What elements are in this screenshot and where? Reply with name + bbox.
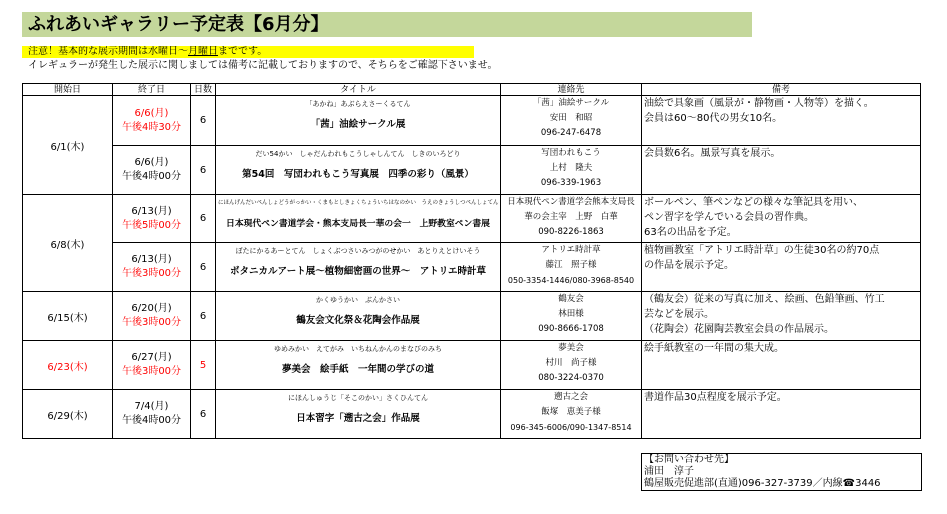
end-date: 6/6(月) bbox=[134, 157, 169, 168]
schedule-row bbox=[23, 390, 921, 439]
schedule-row bbox=[23, 195, 921, 243]
contact-person: 林田様 bbox=[558, 309, 584, 319]
contact-person: 上村 隆夫 bbox=[549, 163, 593, 173]
end-date-cell bbox=[113, 341, 191, 390]
contact-phone: 050-3354-1446/080-3968-8540 bbox=[507, 276, 635, 285]
note-line: の作品を展示予定。 bbox=[644, 260, 734, 271]
note-line: 63名の出品を予定。 bbox=[644, 227, 737, 238]
end-date: 7/4(月) bbox=[134, 401, 169, 412]
days-cell: 6 bbox=[191, 243, 216, 292]
notes-cell bbox=[642, 195, 921, 243]
inquiry-box bbox=[641, 453, 922, 491]
title-reading: だい54かい しゃだんわれもこうしゃしんてん しきのいろどり bbox=[255, 150, 461, 158]
title-reading: 「あかね」あぶらえさーくるてん bbox=[305, 100, 411, 108]
notice-line2: イレギュラーが発生した展示に関しましては備考に記載しておりますので、そちらをご確認下さいませ。 bbox=[28, 60, 498, 71]
contact-cell bbox=[501, 195, 642, 243]
end-date-cell bbox=[113, 195, 191, 243]
title-cell bbox=[216, 390, 501, 439]
schedule-row bbox=[23, 146, 921, 195]
notes-cell bbox=[642, 341, 921, 390]
exhibition-title: 日本現代ペン書道学会・熊本支局長一華の会一 上野教室ペン書展 bbox=[226, 219, 490, 229]
contact-organization: 鶴友会 bbox=[558, 294, 584, 304]
end-time: 午後3時00分 bbox=[121, 366, 182, 377]
schedule-row bbox=[23, 341, 921, 390]
start-date-cell: 6/8(木) bbox=[23, 195, 113, 292]
exhibition-title: 夢美会 絵手紙 一年間の学びの道 bbox=[281, 364, 434, 375]
note-line: ペン習字を学んでいる会員の習作典。 bbox=[644, 212, 814, 223]
contact-phone: 096-339-1963 bbox=[540, 178, 602, 188]
header-contact: 連絡先 bbox=[501, 84, 642, 96]
header-end-date: 終了日 bbox=[113, 84, 191, 96]
inquiry-person: 浦田 淳子 bbox=[644, 466, 694, 477]
title-cell bbox=[216, 341, 501, 390]
end-date: 6/6(月) bbox=[134, 107, 169, 119]
note-line: （花陶会）花園陶芸教室会員の作品展示。 bbox=[644, 324, 834, 335]
days-cell: 6 bbox=[191, 292, 216, 341]
title-cell bbox=[216, 195, 501, 243]
contact-organization: 「茜」油絵サークル bbox=[532, 98, 610, 108]
title-reading: にほんしゅうじ「そこのかい」さくひんてん bbox=[288, 394, 428, 402]
note-line: 油絵で具象画（風景が・静物画・人物等）を描く。 bbox=[644, 98, 874, 109]
end-time: 午後3時00分 bbox=[121, 317, 182, 328]
contact-cell bbox=[501, 243, 642, 292]
notes-cell bbox=[642, 243, 921, 292]
days-cell: 6 bbox=[191, 146, 216, 195]
end-time: 午後4時00分 bbox=[121, 415, 182, 426]
notice-highlight bbox=[22, 46, 474, 58]
contact-organization: 日本現代ペン書道学会熊本支局長 bbox=[507, 197, 635, 207]
contact-person: 村川 尚子様 bbox=[545, 358, 597, 368]
notes-cell bbox=[642, 96, 921, 146]
end-date-cell bbox=[113, 96, 191, 146]
title-cell bbox=[216, 146, 501, 195]
days-cell: 6 bbox=[191, 195, 216, 243]
contact-phone: 096-247-6478 bbox=[540, 128, 602, 138]
contact-person: 飯塚 恵美子様 bbox=[541, 407, 601, 417]
contact-phone: 090-8226-1863 bbox=[538, 227, 604, 237]
title-cell bbox=[216, 96, 501, 146]
end-time: 午後5時00分 bbox=[121, 219, 182, 231]
exhibition-title: 「茜」油絵サークル展 bbox=[310, 119, 406, 130]
end-time: 午後4時00分 bbox=[121, 171, 182, 182]
exhibition-title: 鶴友会文化祭＆花陶会作品展 bbox=[296, 315, 420, 326]
days-cell: 6 bbox=[191, 390, 216, 439]
contact-person: 安田 和昭 bbox=[549, 113, 593, 123]
title-reading: ゆめみかい えてがみ いちねんかんのまなびのみち bbox=[274, 345, 442, 353]
notice-text-underlined: 月曜日 bbox=[188, 46, 218, 57]
end-date: 6/20(月) bbox=[131, 303, 172, 314]
note-line: 会員数6名。風景写真を展示。 bbox=[644, 148, 781, 159]
start-date-cell: 6/15(木) bbox=[23, 292, 113, 341]
header-row bbox=[23, 84, 921, 96]
start-date-cell: 6/1(木) bbox=[23, 96, 113, 195]
title-reading: ぼたにかるあーとてん しょくぶつさいみつがのせかい あとりえとけいそう bbox=[235, 247, 481, 255]
contact-phone: 080-3224-0370 bbox=[538, 373, 604, 383]
notes-cell bbox=[642, 292, 921, 341]
schedule-row bbox=[23, 292, 921, 341]
contact-cell bbox=[501, 292, 642, 341]
inquiry-heading: 【お問い合わせ先】 bbox=[644, 454, 734, 465]
days-cell: 5 bbox=[191, 341, 216, 390]
header-start-date: 開始日 bbox=[23, 84, 113, 96]
contact-organization: 遡古之会 bbox=[553, 392, 588, 402]
note-line: （鶴友会）従来の写真に加え、絵画、色鉛筆画、竹工 bbox=[644, 294, 885, 305]
schedule-row bbox=[23, 243, 921, 292]
end-date-cell bbox=[113, 146, 191, 195]
note-line: ボールペン、筆ペンなどの様々な筆記具を用い、 bbox=[644, 197, 863, 208]
end-date-cell bbox=[113, 292, 191, 341]
contact-organization: アトリエ時計草 bbox=[541, 245, 601, 255]
end-date-cell bbox=[113, 390, 191, 439]
start-date-cell: 6/23(木) bbox=[23, 341, 113, 390]
note-line: 書道作品30点程度を展示予定。 bbox=[644, 392, 787, 403]
title-cell bbox=[216, 243, 501, 292]
end-date: 6/27(月) bbox=[131, 352, 172, 363]
contact-person: 藤江 照子様 bbox=[545, 260, 597, 270]
start-date-cell: 6/29(木) bbox=[23, 390, 113, 439]
end-date: 6/13(月) bbox=[131, 254, 172, 265]
page-title: ふれあいギャラリー予定表【6月分】 bbox=[22, 12, 752, 37]
exhibition-title: ボタニカルアート展～植物細密画の世界～ アトリエ時計草 bbox=[229, 266, 487, 277]
header-days: 日数 bbox=[191, 84, 216, 96]
contact-cell bbox=[501, 390, 642, 439]
header-title: タイトル bbox=[216, 84, 501, 96]
contact-person: 華の会主宰 上野 白華 bbox=[524, 212, 618, 222]
contact-cell bbox=[501, 146, 642, 195]
note-line: 絵手紙教室の一年間の集大成。 bbox=[644, 343, 784, 354]
end-time: 午後3時00分 bbox=[121, 268, 182, 279]
contact-organization: 夢美会 bbox=[558, 343, 584, 353]
exhibition-title: 第54回 写団われもこう写真展 四季の彩り（風景） bbox=[242, 169, 474, 180]
note-line: 芸などを展示。 bbox=[644, 309, 714, 320]
notes-cell bbox=[642, 146, 921, 195]
contact-phone: 096-345-6006/090-1347-8514 bbox=[510, 423, 632, 432]
contact-cell bbox=[501, 96, 642, 146]
contact-phone: 090-8666-1708 bbox=[538, 324, 604, 334]
note-line: 植物画教室「アトリエ時計草」の生徒30名の約70点 bbox=[644, 245, 880, 256]
inquiry-department-phone: 鶴屋販売促進部(直通)096-327-3739／内線☎3446 bbox=[644, 478, 881, 489]
exhibition-title: 日本習字「遡古之会」作品展 bbox=[296, 413, 420, 424]
title-reading: かくゆうかい ぶんかさい bbox=[316, 296, 400, 304]
contact-cell bbox=[501, 341, 642, 390]
contact-organization: 写団われもこう bbox=[541, 148, 601, 158]
note-line: 会員は60～80代の男女10名。 bbox=[644, 113, 783, 124]
days-cell: 6 bbox=[191, 96, 216, 146]
notice-text-after: までです。 bbox=[218, 46, 268, 57]
end-time: 午後4時30分 bbox=[121, 121, 182, 133]
schedule-table bbox=[22, 83, 921, 439]
title-cell bbox=[216, 292, 501, 341]
end-date: 6/13(月) bbox=[131, 205, 172, 217]
end-date-cell bbox=[113, 243, 191, 292]
title-reading: にほんげんだいぺんしょどうがっかい・くまもとしきょくちょういちはなのかい うえのきょうしつぺんしょてん bbox=[218, 200, 499, 206]
notes-cell bbox=[642, 390, 921, 439]
schedule-row bbox=[23, 96, 921, 146]
header-notes: 備考 bbox=[642, 84, 921, 96]
notice-text-before: 注意！基本的な展示期間は水曜日～ bbox=[28, 46, 188, 57]
